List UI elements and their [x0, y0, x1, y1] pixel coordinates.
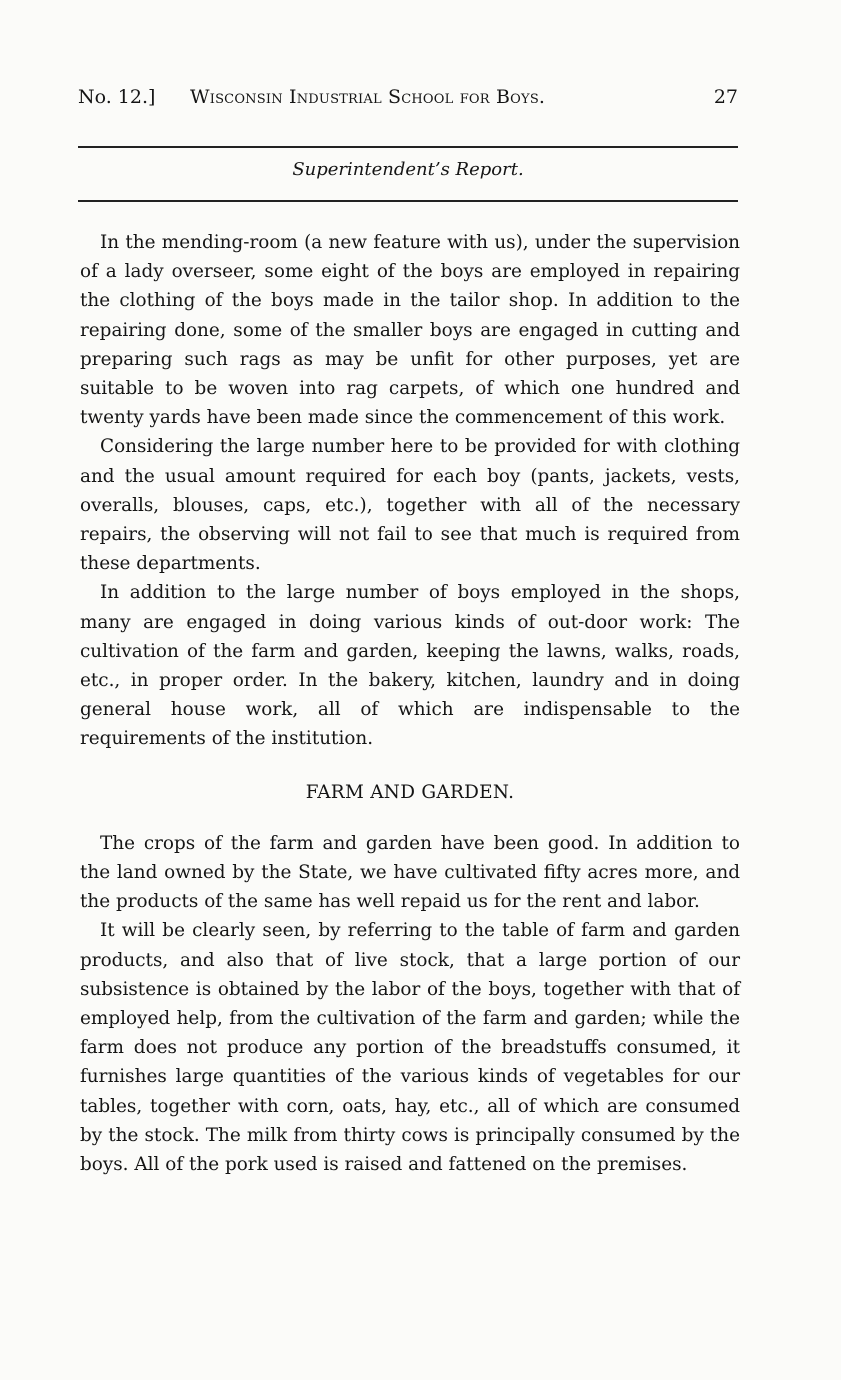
- farm-garden-heading: FARM AND GARDEN.: [305, 781, 515, 803]
- top-rule: [78, 146, 738, 148]
- document-number: No. 12.]: [78, 86, 156, 108]
- paragraph-mending-room: In the mending-room (a new feature with us), under the supervision of a lady overseer, some eight of the boys are employed in repairing the clothing of the boys made in the tailor shop. In addition to the repairing done, some of the smaller boys are engaged in cutting and preparing such rags as may be unfit for other purposes, yet are suitable to be woven into rag carpets, of which one hundred and twenty yards have been made since the commencement of this work.: [80, 232, 740, 429]
- bottom-rule: [78, 200, 738, 202]
- section-title: Superintendent’s Report.: [292, 159, 524, 180]
- running-title: Wisconsin Industrial School for Boys.: [190, 86, 546, 108]
- page-number: 27: [713, 86, 738, 108]
- paragraph-subsistence: It will be clearly seen, by referring to the table of farm and garden products, and also that of live stock, that a large portion of our subsistence is obtained by the labor of the boys, together with that of employed help, from the cultivation of the farm and garden; while the farm does not produce any portion of the breadstuffs consumed, it furnishes large quantities of the various kinds of vegetables for our tables, together with corn, oats, hay, etc., all of which are consumed by the stock. The milk from thirty cows is principally consumed by the boys. All of the pork used is raised and fattened on the premises.: [80, 920, 740, 1176]
- paragraph-clothing: Considering the large number here to be provided for with clothing and the usual amount required for each boy (pants, jackets, vests, overalls, blouses, caps, etc.), together with all of the necessary repairs, the observing will not fail to see that much is required from these departments.: [80, 436, 740, 575]
- paragraph-crops: The crops of the farm and garden have been good. In addition to the land owned by the State, we have cultivated fifty acres more, and the products of the same has well repaid us for the rent and labor.: [80, 832, 740, 913]
- running-header: [78, 86, 738, 116]
- paragraph-outdoor-work: In addition to the large number of boys employed in the shops, many are engaged in doing various kinds of out-door work: The cultivation of the farm and garden, keeping the lawns, walks, roads, etc., in proper order. In the bakery, kitchen, laundry and in doing general house work, all of which are indispensable to the requirements of the institution.: [80, 582, 740, 750]
- report-body: [80, 228, 740, 1179]
